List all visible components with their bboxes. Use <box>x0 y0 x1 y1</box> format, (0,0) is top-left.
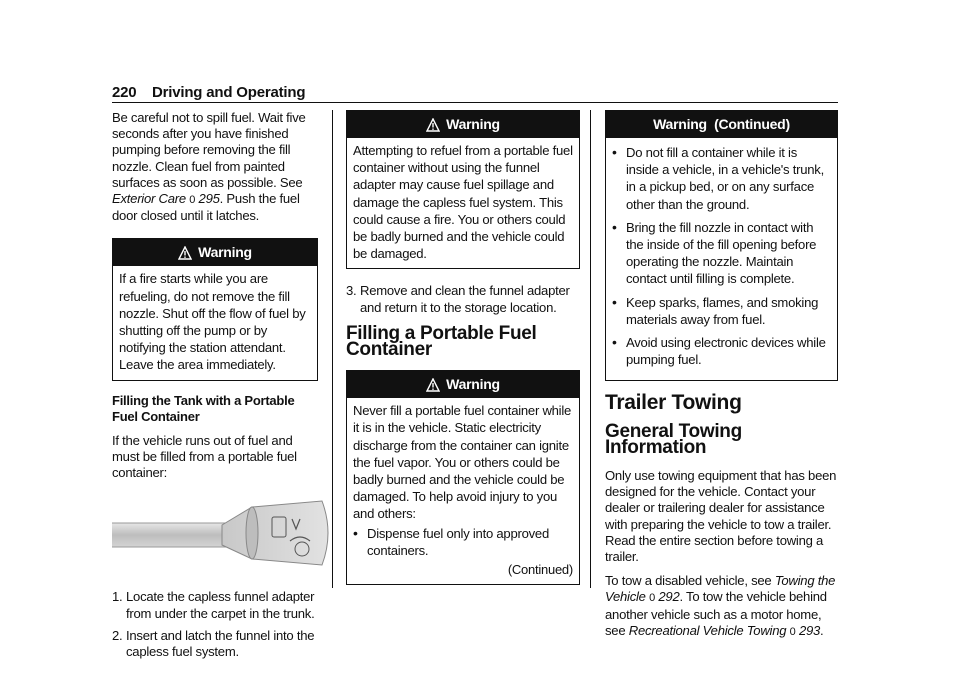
step-3-list <box>346 283 580 315</box>
column-3 <box>605 110 838 648</box>
warning-triangle-icon <box>178 242 192 269</box>
page-ref-icon: 0 <box>189 194 196 207</box>
towing-reference-paragraph: To tow a disabled vehicle, see Towing the Vehicle 0 292. To tow the vehicle behind another vehicle such as a motor home, see Recreational Vehicle Towing 0 293. <box>605 573 836 638</box>
continued-warning-box <box>605 110 838 381</box>
list-item: 3. Remove and clean the funnel adapter and return it to the storage location. <box>346 283 570 315</box>
warning-body: Attempting to refuel from a portable fuel container without using the funnel adapter may cause fuel spillage and damage the capless fuel system. This could cause a fire. You or others could be badly burned and the vehicle could be damaged. <box>353 143 573 262</box>
column-2 <box>346 110 580 593</box>
fill-steps-list <box>112 589 318 660</box>
warning-bullets <box>612 144 831 368</box>
column-divider <box>590 110 591 588</box>
section-heading: Filling a Portable Fuel Container <box>346 322 537 361</box>
list-item: • Keep sparks, flames, and smoking materials away from fuel. <box>612 294 831 328</box>
list-item: • Do not fill a container while it is inside a vehicle, in a vehicle's trunk, in a pickup bed, or on any surface other than the ground. <box>612 144 831 213</box>
fire-warning-box <box>112 238 318 380</box>
subheading: Filling the Tank with a Portable Fuel Container <box>112 392 295 424</box>
list-item: 2. Insert and latch the funnel into the capless fuel system. <box>112 627 315 660</box>
towing-paragraph: Only use towing equipment that has been designed for the vehicle. Contact your dealer or trailering dealer for assistance with preparing the vehicle to tow a trailer. Read the entire section before towing a trailer. <box>605 468 837 565</box>
list-item: 1. Locate the capless funnel adapter from under the carpet in the trunk. <box>112 589 315 621</box>
recreational-vehicle-towing-link[interactable]: Recreational Vehicle Towing 0 293 <box>628 622 821 638</box>
section-heading: General Towing Information <box>605 420 742 458</box>
warning-bullets <box>353 525 573 559</box>
warning-header: Warning <box>347 371 579 398</box>
warning-body: Never fill a portable fuel container while it is in the vehicle. Static electricity discharge from the container can ignite the fuel vapor. You or others could be badly burned and the vehicle could be damaged. To help avoid injury to you and others: • Dispense fuel only into approved containers. (Continued) <box>347 398 579 584</box>
page-number: 220 <box>112 84 137 101</box>
funnel-warning-box <box>346 110 580 269</box>
page-ref-icon: 0 <box>649 592 655 605</box>
section-title: Driving and Operating <box>152 84 306 101</box>
continued-label: (Continued) <box>507 562 573 578</box>
warning-body: If a fire starts while you are refueling, do not remove the fill nozzle. Shut off the flow of fuel by shutting off the pump or by notifying the station attendant. Leave the area immediately. <box>119 271 306 373</box>
warning-header: Warning <box>113 239 317 266</box>
funnel-adapter-illustration <box>112 497 318 573</box>
warning-triangle-icon <box>426 374 440 401</box>
container-warning-box <box>346 370 580 585</box>
column-divider <box>332 110 333 588</box>
list-item: • Bring the fill nozzle in contact with the inside of the fill opening before operating the nozzle. Maintain contact until filling is complete. <box>612 219 831 288</box>
page-header <box>112 84 838 103</box>
exterior-care-link[interactable]: Exterior Care 0 295 <box>112 191 220 207</box>
list-item: • Avoid using electronic devices while pumping fuel. <box>612 334 831 368</box>
warning-body <box>606 138 837 380</box>
subheading-text: If the vehicle runs out of fuel and must be filled from a portable fuel container: <box>112 432 297 481</box>
list-item: • Dispense fuel only into approved containers. <box>353 525 573 559</box>
page-ref-icon: 0 <box>789 625 796 638</box>
intro-paragraph: Be careful not to spill fuel. Wait five seconds after you have finished pumping before removing the fill nozzle. Clean fuel from painted surfaces as soon as possible. See Exterior Care 0 295. Push the fuel door closed until it latches. <box>112 110 306 224</box>
chapter-heading: Trailer Towing <box>605 391 742 415</box>
towing-the-vehicle-link[interactable]: Towing the Vehicle 0 292 <box>605 573 836 605</box>
warning-header: Warning <box>347 111 579 138</box>
warning-triangle-icon <box>426 114 440 141</box>
column-1 <box>112 110 318 666</box>
warning-header: Warning (Continued) <box>606 111 837 138</box>
